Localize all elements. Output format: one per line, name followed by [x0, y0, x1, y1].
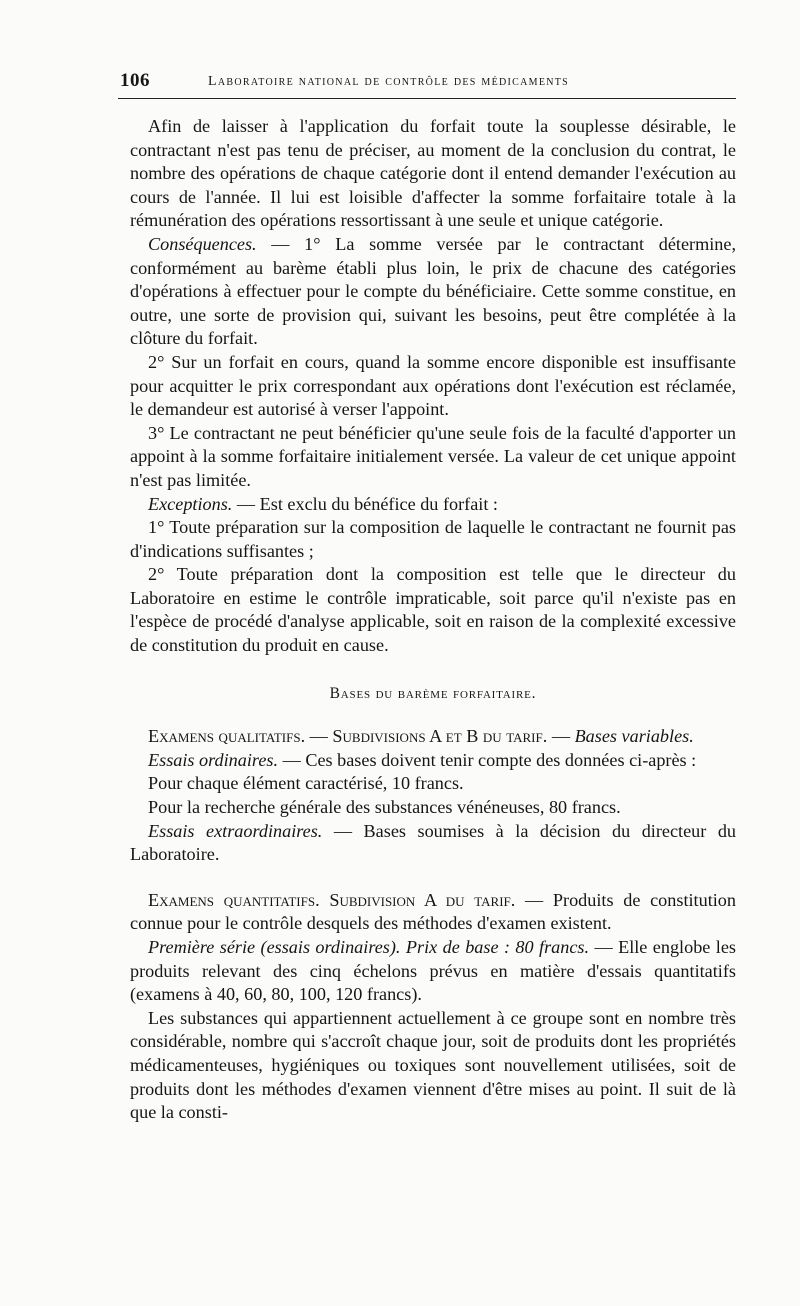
quantitatifs-text: — Produits de constitution connue pour le contrôle desquels des méthodes d'examen existent. — [130, 889, 736, 934]
premiere-serie-text: — Elle englobe les produits relevant des cinq échelons prévus en matière d'essais quantitatifs (examens à 40, 60, 80, 100, 120 francs). — [130, 937, 736, 1005]
consequences-lead: Conséquences. — [148, 233, 257, 254]
body-text — [130, 115, 736, 1125]
paragraph-exception-2: 2° Toute préparation dont la composition est telle que le directeur du Laboratoire en estime le contrôle impraticable, soit parce qu'il n'existe pas en l'espèce de procédé d'analyse applicable, soit en raison de la complexité excessive de constitution du produit en cause. — [130, 564, 736, 656]
paragraph-forfait-souplesse: Afin de laisser à l'application du forfait toute la souplesse désirable, le contractant n'est pas tenu de préciser, au moment de la conclusion du contrat, le nombre des opérations de chaque catégorie dont il entend demander l'exécution au cours de l'année. Il lui est loisible d'affecter la somme forfaitaire totale à la rémunération des opérations ressortissant à une seule et unique catégorie. — [130, 116, 736, 231]
paragraph-essais-ordinaires — [130, 749, 736, 773]
qualitatifs-lead: Examens qualitatifs. — Subdivisions A et B du tarif. — [148, 726, 548, 747]
paragraph-essais-extraordinaires — [130, 820, 736, 867]
paragraph-consequences — [130, 233, 736, 351]
section-title: Bases du barème forfaitaire. — [329, 684, 537, 702]
paragraph-premiere-serie — [130, 936, 736, 1007]
quantitatifs-lead: Examens quantitatifs. Subdivision A du tarif. — [148, 889, 516, 910]
paragraph-forfait-en-cours: 2° Sur un forfait en cours, quand la somme encore disponible est insuffisante pour acquitter le prix correspondant aux opérations dont l'exécution est réclamée, le demandeur est autorisé à verser l'appoint. — [130, 351, 736, 420]
qualitatifs-sep: — — [547, 726, 575, 747]
paragraph-element-caracterise: Pour chaque élément caractérisé, 10 francs. — [148, 773, 464, 794]
paragraph-appoint: 3° Le contractant ne peut bénéficier qu'une seule fois de la faculté d'apporter un appoint à la somme forfaitaire initialement versée. La valeur de cet unique appoint n'est pas limitée. — [130, 422, 736, 490]
paragraph-exception-1: 1° Toute préparation sur la composition de laquelle le contractant ne fournit pas d'indications suffisantes ; — [130, 517, 736, 561]
qualitatifs-tail: Bases variables. — [574, 726, 694, 747]
paragraph-exceptions — [130, 493, 736, 517]
extraordinaires-lead: Essais extraordinaires. — [148, 820, 323, 841]
ordinaires-text: — Ces bases doivent tenir compte des données ci-après : — [278, 749, 697, 770]
extraordinaires-text: — Bases soumises à la décision du directeur du Laboratoire. — [130, 820, 737, 865]
paragraph-examens-qualitatifs — [130, 725, 736, 749]
paragraph-examens-quantitatifs — [130, 889, 736, 936]
page-number: 106 — [120, 70, 150, 91]
paragraph-substances: Les substances qui appartiennent actuellement à ce groupe sont en nombre très considérable, nombre qui s'accroît chaque jour, soit de produits dont les propriétés médicamenteuses, hygiéniques ou toxiques sont nouvellement utilisées, soit de produits dont les méthodes d'examen viennent d'être mises au point. Il suit de là que la consti- — [130, 1007, 736, 1123]
exceptions-text: — Est exclu du bénéfice du forfait : — [232, 493, 498, 514]
paragraph-recherche-generale: Pour la recherche générale des substances vénéneuses, 80 francs. — [148, 797, 621, 818]
running-title: Laboratoire national de contrôle des médicaments — [208, 74, 570, 89]
page-header — [118, 68, 736, 99]
consequences-text: — 1° La somme versée par le contractant détermine, conformément au barème établi plus loin, le prix de chacune des catégories d'opérations à effectuer pour le compte du bénéficiaire. Cette somme constitue, en outre, une sorte de provision qui, suivant les besoins, peut être complétée à la clôture du forfait. — [130, 233, 736, 349]
ordinaires-lead: Essais ordinaires. — [148, 749, 279, 770]
premiere-serie-lead: Première série (essais ordinaires). Prix de base : 80 francs. — [148, 937, 590, 957]
exceptions-lead: Exceptions. — [148, 493, 233, 514]
